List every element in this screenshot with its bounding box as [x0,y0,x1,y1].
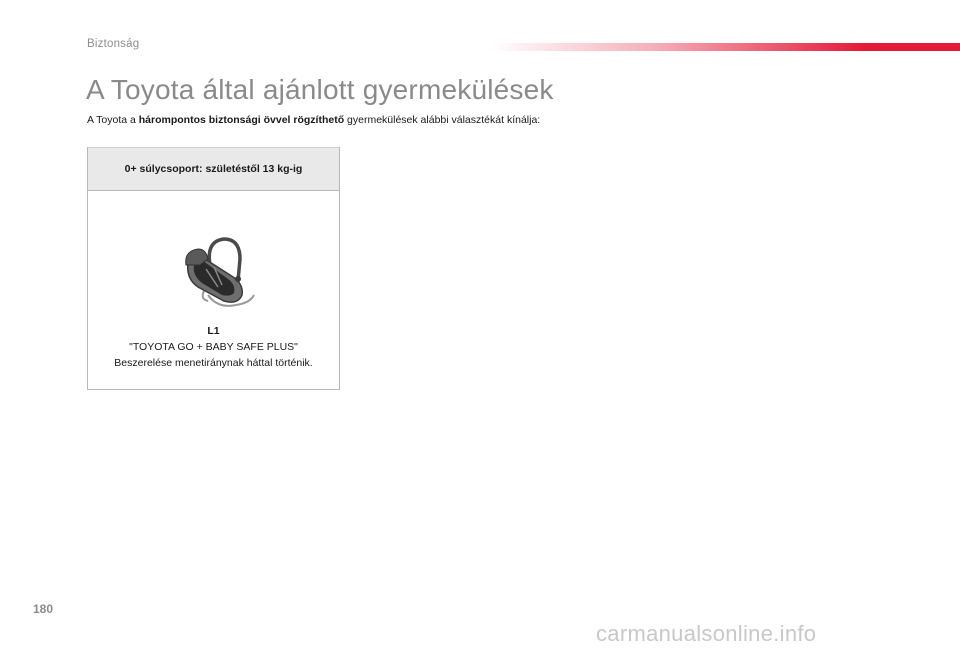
intro-prefix: A Toyota a [87,114,139,126]
infant-car-seat-icon [178,235,258,311]
page-title: A Toyota által ajánlott gyermekülések [86,74,554,105]
seat-code: L1 [207,325,220,337]
page-number: 180 [33,602,54,616]
header-accent-bar [490,43,960,51]
intro-paragraph [87,114,540,126]
watermark-text: carmanualsonline.info [596,621,817,646]
seat-model-name: "TOYOTA GO + BABY SAFE PLUS" [129,341,298,353]
section-label: Biztonság [87,38,140,50]
seat-caption [88,323,339,371]
intro-suffix: gyermekülések alábbi választékát kínálja: [344,114,541,126]
weight-group-header: 0+ súlycsoport: születéstől 13 kg-ig [88,147,339,191]
seat-install-note: Beszerelése menetiránynak háttal történik. [114,357,313,369]
intro-bold: hárompontos biztonsági övvel rögzíthető [138,114,345,126]
child-seat-table [87,147,340,390]
